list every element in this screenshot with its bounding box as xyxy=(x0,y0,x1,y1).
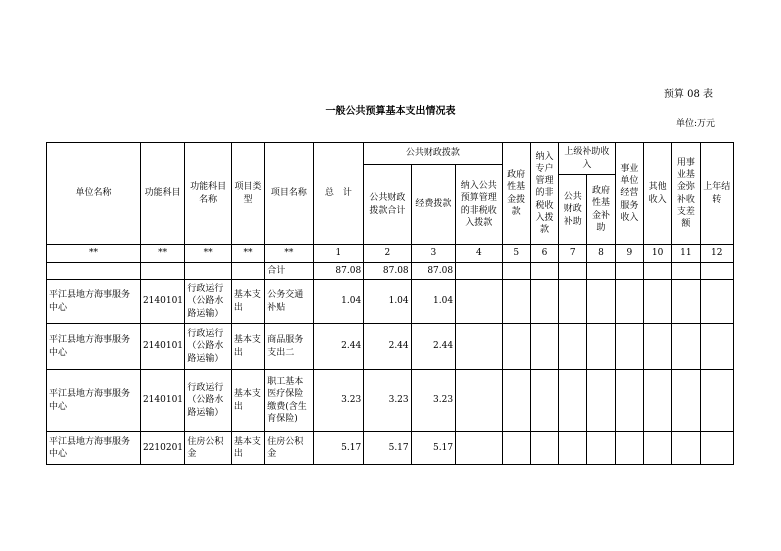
col-gov-fund: 政府性基金拨款 xyxy=(502,143,530,245)
table-row xyxy=(47,370,734,432)
col-last-year: 上年结转 xyxy=(700,143,733,245)
row-public-fin: 5.17 xyxy=(364,432,411,465)
index-cell: ** xyxy=(185,245,231,263)
subtotal-label: 合计 xyxy=(265,263,313,280)
row-total: 3.23 xyxy=(313,370,364,432)
col-total: 总 计 xyxy=(313,143,364,245)
row-funding: 5.17 xyxy=(411,432,455,465)
index-cell: 2 xyxy=(364,245,411,263)
index-cell: 5 xyxy=(502,245,530,263)
col-superior-gov: 政府性基金补助 xyxy=(587,175,615,245)
unit-label: 单位:万元 xyxy=(675,119,715,129)
row-project: 公务交通补贴 xyxy=(265,280,313,324)
row-unit: 平江县地方海事服务中心 xyxy=(47,280,141,324)
index-cell: 9 xyxy=(615,245,643,263)
col-func-code: 功能科目 xyxy=(140,143,184,245)
row-code: 2140101 xyxy=(140,324,184,370)
col-public-fin: 公共财政拨款 xyxy=(364,143,502,165)
subtotal-funding: 87.08 xyxy=(411,263,455,280)
row-public-fin: 1.04 xyxy=(364,280,411,324)
index-cell: 10 xyxy=(643,245,671,263)
row-unit: 平江县地方海事服务中心 xyxy=(47,370,141,432)
col-fund-gap: 用事业基金弥补收支差额 xyxy=(672,143,700,245)
row-func: 行政运行（公路水路运输） xyxy=(185,370,231,432)
row-total: 5.17 xyxy=(313,432,364,465)
index-cell: 12 xyxy=(700,245,733,263)
col-special: 纳入专户管理的非税收入拨款 xyxy=(530,143,558,245)
index-cell: 7 xyxy=(559,245,587,263)
row-code: 2140101 xyxy=(140,370,184,432)
row-type: 基本支出 xyxy=(231,370,264,432)
index-cell: ** xyxy=(47,245,141,263)
col-proj-name: 项目名称 xyxy=(265,143,313,245)
index-cell: ** xyxy=(265,245,313,263)
table-row xyxy=(47,280,734,324)
col-unit-name: 单位名称 xyxy=(47,143,141,245)
row-funding: 2.44 xyxy=(411,324,455,370)
row-code: 2140101 xyxy=(140,280,184,324)
subtotal-public-fin: 87.08 xyxy=(364,263,411,280)
page-title: 一般公共预算基本支出情况表 xyxy=(325,106,456,117)
row-type: 基本支出 xyxy=(231,324,264,370)
index-cell: ** xyxy=(140,245,184,263)
col-superior-public: 公共财政补助 xyxy=(559,175,587,245)
row-code: 2210201 xyxy=(140,432,184,465)
col-proj-type: 项目类型 xyxy=(231,143,264,245)
row-funding: 1.04 xyxy=(411,280,455,324)
row-type: 基本支出 xyxy=(231,280,264,324)
row-public-fin: 3.23 xyxy=(364,370,411,432)
subtotal-row xyxy=(47,263,734,280)
row-unit: 平江县地方海事服务中心 xyxy=(47,324,141,370)
index-cell: 6 xyxy=(530,245,558,263)
row-public-fin: 2.44 xyxy=(364,324,411,370)
row-func: 行政运行（公路水路运输） xyxy=(185,280,231,324)
row-func: 住房公积金 xyxy=(185,432,231,465)
row-total: 1.04 xyxy=(313,280,364,324)
subtotal-total: 87.08 xyxy=(313,263,364,280)
index-cell: 8 xyxy=(587,245,615,263)
table-row xyxy=(47,324,734,370)
index-row xyxy=(47,245,734,263)
index-cell: 11 xyxy=(672,245,700,263)
col-business: 事业单位经营服务收入 xyxy=(615,143,643,245)
form-code: 预算 08 表 xyxy=(663,89,713,100)
col-other: 其他收入 xyxy=(643,143,671,245)
row-total: 2.44 xyxy=(313,324,364,370)
row-project: 职工基本医疗保险缴费(含生育保险) xyxy=(265,370,313,432)
row-project: 住房公积金 xyxy=(265,432,313,465)
col-superior: 上级补助收入 xyxy=(559,143,616,175)
col-non-tax: 纳入公共预算管理的非税收入拨款 xyxy=(456,165,502,245)
row-funding: 3.23 xyxy=(411,370,455,432)
row-func: 行政运行（公路水路运输） xyxy=(185,324,231,370)
row-type: 基本支出 xyxy=(231,432,264,465)
budget-table xyxy=(46,142,734,465)
col-public-fin-total: 公共财政拨款合计 xyxy=(364,165,411,245)
index-cell: ** xyxy=(231,245,264,263)
row-project: 商品服务支出二 xyxy=(265,324,313,370)
col-func-name: 功能科目名称 xyxy=(185,143,231,245)
index-cell: 3 xyxy=(411,245,455,263)
index-cell: 1 xyxy=(313,245,364,263)
row-unit: 平江县地方海事服务中心 xyxy=(47,432,141,465)
col-funding: 经费拨款 xyxy=(411,165,455,245)
index-cell: 4 xyxy=(456,245,502,263)
table-row xyxy=(47,432,734,465)
